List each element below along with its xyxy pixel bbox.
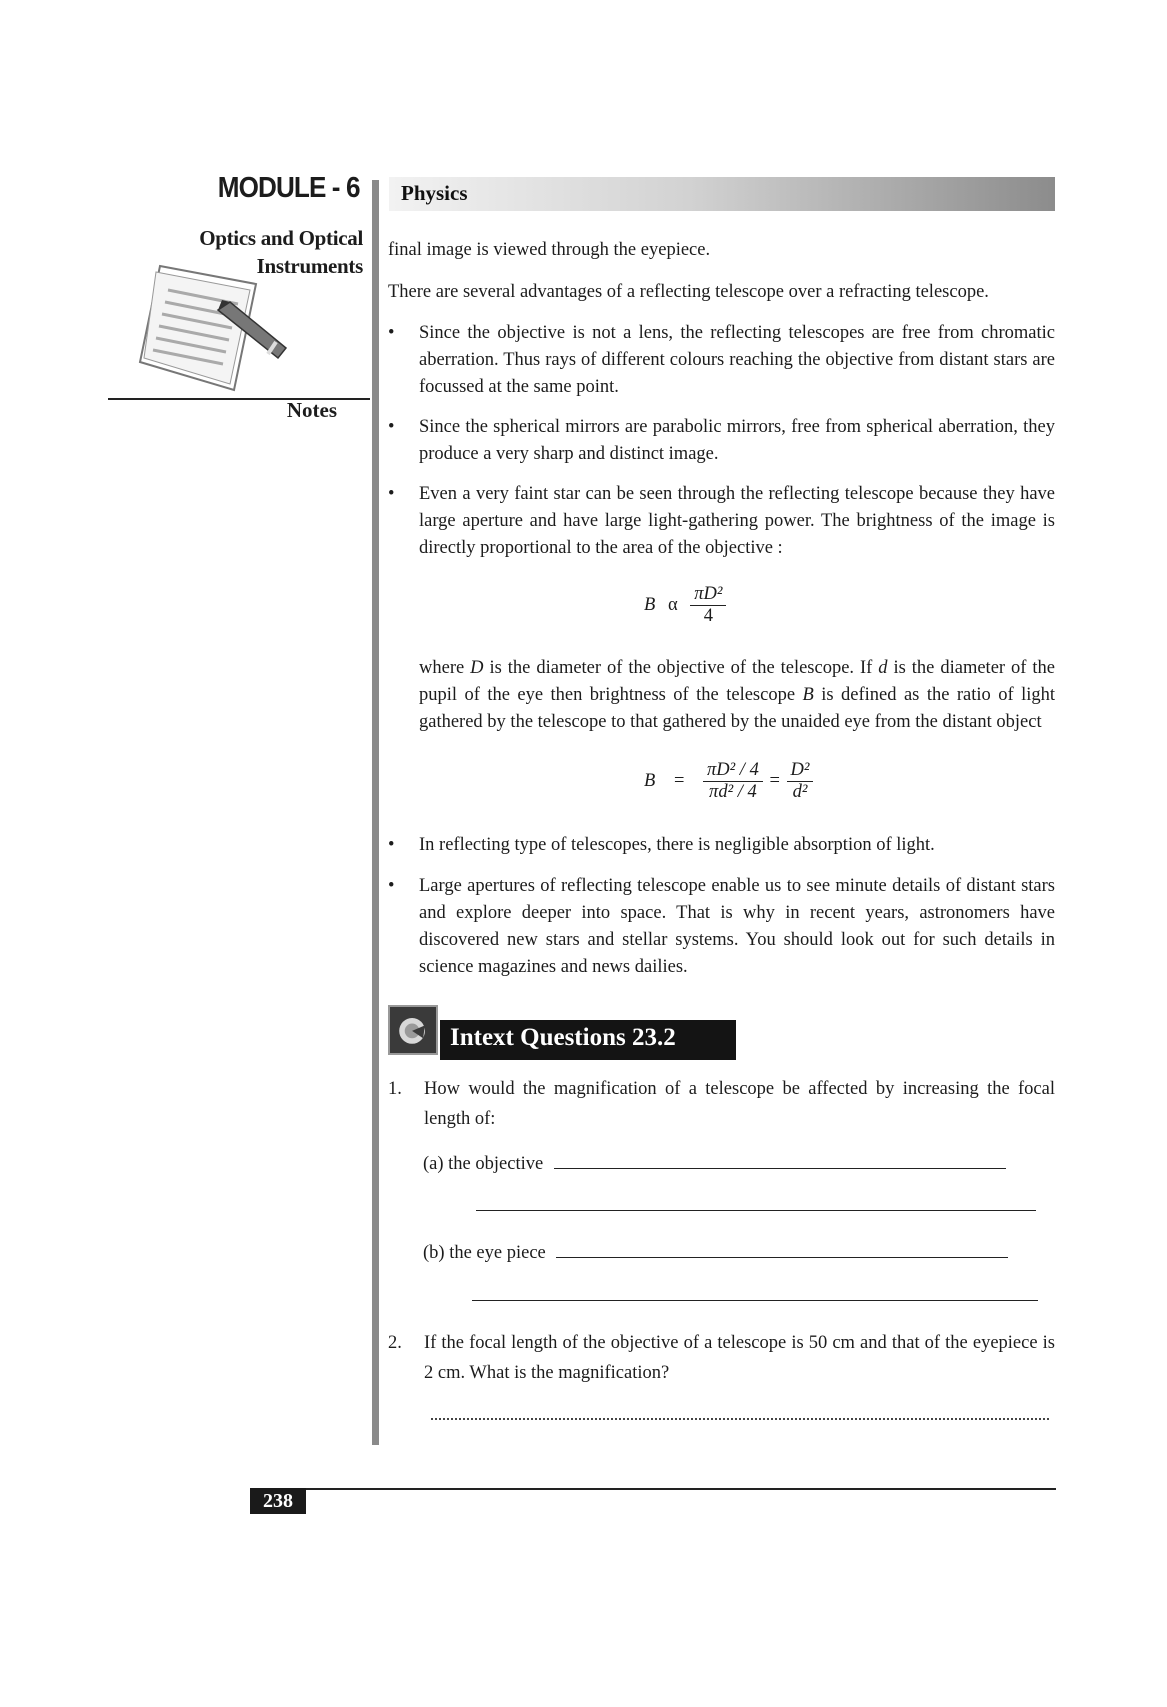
bullet-dot: • (388, 323, 395, 343)
bullet-dot: • (388, 876, 395, 896)
intext-questions-icon (388, 1005, 438, 1055)
notes-label: Notes (286, 398, 337, 422)
bullet-item-4: • In reflecting type of telescopes, there is negligible absorption of light. (388, 832, 1055, 859)
equation-brightness-proportional: B α $\frac{\text{πD²}}{4}$ (644, 584, 726, 627)
module-label: MODULE - 6 (218, 172, 360, 204)
bullet-dot: • (388, 484, 395, 504)
chapter-title-line1: Optics and Optical (199, 226, 363, 250)
notes-pencil-icon (138, 262, 298, 392)
page-number: 238 (250, 1488, 306, 1514)
fraction: $\frac{\text{πD²}}{4}$ (690, 584, 726, 627)
subject-header: Physics (401, 181, 468, 205)
answer-line[interactable] (554, 1150, 1006, 1169)
footer-rule (306, 1488, 1056, 1490)
equation-brightness-ratio: B = $\frac{\text{πD² / 4}}{\text{πd² / 4}}$ = $\frac{\text{D²}}{\text{d²}}$ (644, 760, 813, 803)
bullet-dot: • (388, 417, 395, 437)
intext-questions-title: Intext Questions 23.2 (450, 1024, 676, 1051)
answer-line[interactable] (556, 1239, 1008, 1258)
bullet-item-2: • Since the spherical mirrors are parabolic mirrors, free from spherical aberration, they produce a very sharp and distinct image. (388, 414, 1055, 468)
margin-rule (372, 180, 379, 1445)
answer-dotted-line[interactable] (431, 1418, 1049, 1420)
answer-line-1a-continuation[interactable] (476, 1192, 1036, 1217)
bullet-item-3: • Even a very faint star can be seen through the reflecting telescope because they have large aperture and have large light-gathering power. The brightness of the image is directly proportional to the area of the objective : (388, 481, 1055, 562)
chapter-title-line2: Instruments (256, 254, 363, 278)
subject-header-bar (389, 177, 1055, 211)
paragraph-where: where D is the diameter of the objective of the telescope. If d is the diameter of the pupil of the eye then brightness of the telescope B is defined as the ratio of light gathered by the telescope to that gathered by the unaided eye from the distant object (419, 658, 1056, 732)
bullet-dot: • (388, 835, 395, 855)
bullet-item-1: • Since the objective is not a lens, the reflecting telescopes are free from chromatic aberration. Thus rays of different colours reaching the objective from distant stars are focussed at the same point. (388, 320, 1055, 401)
question-2: 2. If the focal length of the objective of a telescope is 50 cm and that of the eyepiece is 2 cm. What is the magnification? (388, 1333, 1055, 1383)
bullet-item-5: • Large apertures of reflecting telescope enable us to see minute details of distant stars and explore deeper into space. That is why in recent years, astronomers have discovered new stars and stellar systems. You should look out for such details in science magazines and news dailies. (388, 873, 1055, 981)
paragraph-2: There are several advantages of a reflecting telescope over a refracting telescope. (388, 282, 989, 302)
fraction: $\frac{\text{πD² / 4}}{\text{πd² / 4}}$ (703, 760, 763, 803)
question-1b: (b) the eye piece (423, 1239, 1008, 1264)
intext-questions-banner (440, 1020, 736, 1060)
question-1: 1. How would the magnification of a telescope be affected by increasing the focal length of: (388, 1079, 1055, 1129)
paragraph-1: final image is viewed through the eyepiece. (388, 240, 711, 260)
answer-line-1b-continuation[interactable] (472, 1282, 1038, 1307)
question-1a: (a) the objective (423, 1150, 1006, 1175)
fraction: $\frac{\text{D²}}{\text{d²}}$ (787, 760, 814, 803)
